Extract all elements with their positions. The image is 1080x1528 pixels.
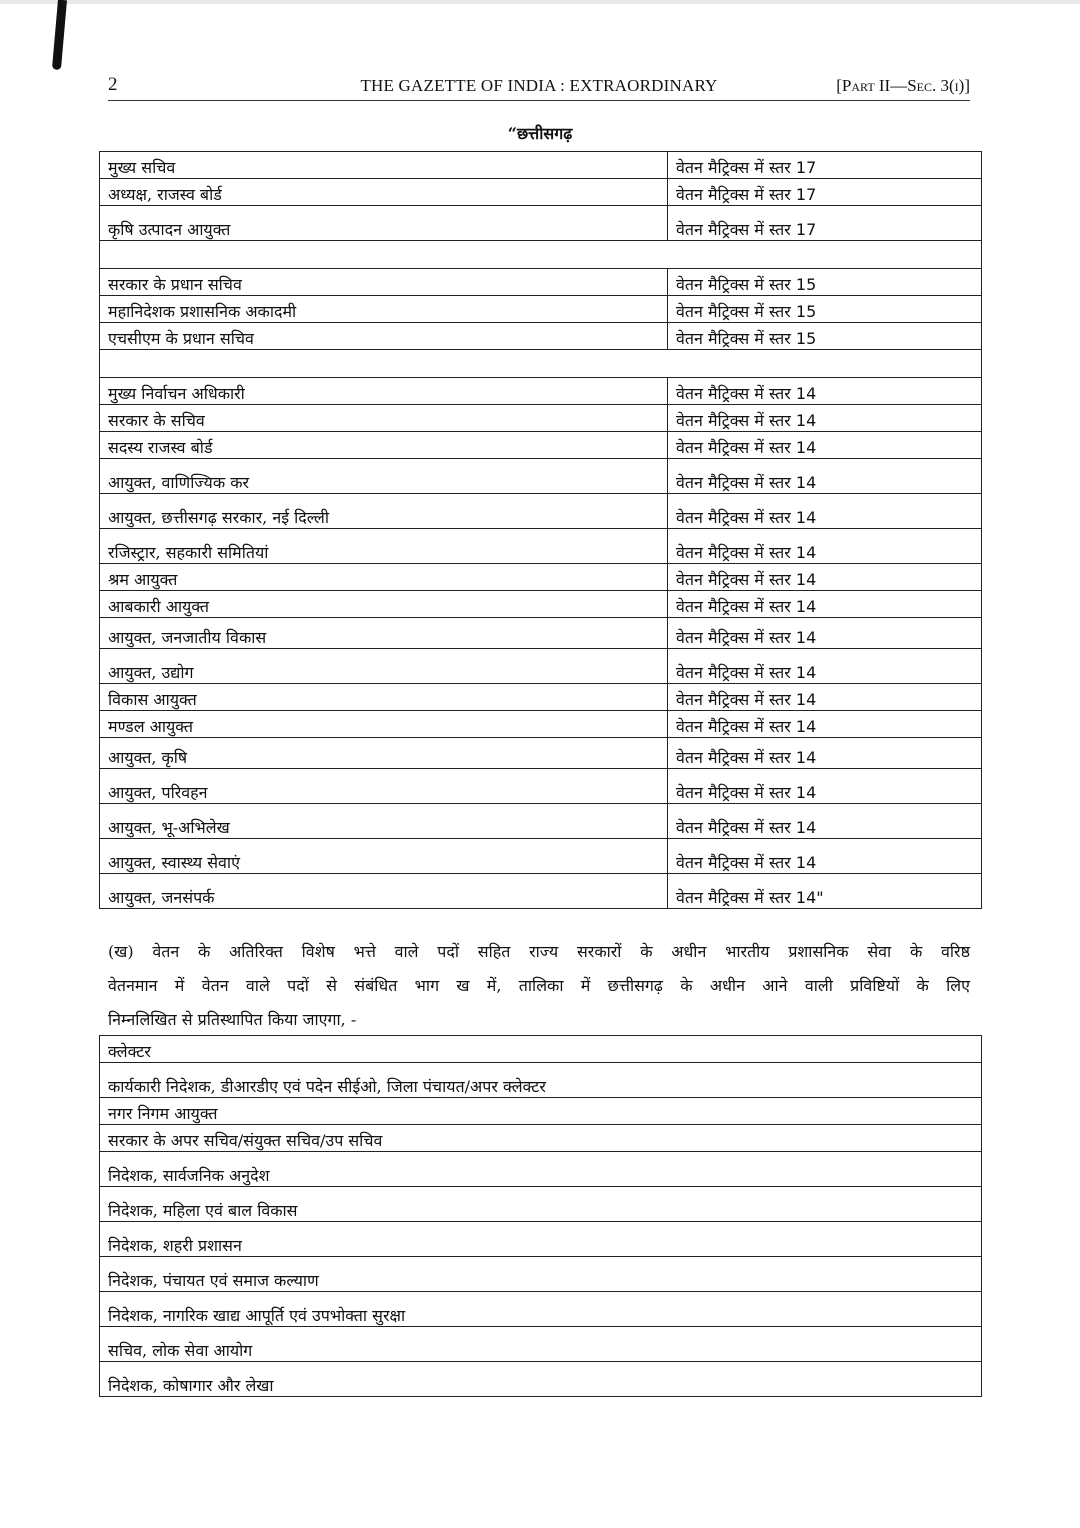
part-section: [Part II—Sec. 3(i)] [836,76,970,95]
pay-cell: वेतन मैट्रिक्स में स्तर 15 [668,269,982,296]
post-cell: आयुक्त, जनसंपर्क [100,874,668,909]
table-row [100,323,982,350]
pay-level-table [99,151,982,909]
post-cell: मण्डल आयुक्त [100,711,668,738]
post-cell: आयुक्त, जनजातीय विकास [100,618,668,649]
pay-cell: वेतन मैट्रिक्स में स्तर 14 [668,618,982,649]
post-cell: निदेशक, शहरी प्रशासन [100,1222,982,1257]
pay-cell: वेतन मैट्रिक्स में स्तर 14 [668,529,982,564]
table-row [100,432,982,459]
table-row [100,206,982,241]
post-cell: मुख्य सचिव [100,152,668,179]
table-row [100,1362,982,1397]
post-cell: आयुक्त, कृषि [100,738,668,769]
table-row [100,269,982,296]
table-row [100,1222,982,1257]
table-row [100,152,982,179]
table-row [100,1098,982,1125]
pay-cell: वेतन मैट्रिक्स में स्तर 17 [668,152,982,179]
table-row [100,618,982,649]
post-cell: निदेशक, कोषागार और लेखा [100,1362,982,1397]
post-cell: मुख्य निर्वाचन अधिकारी [100,378,668,405]
post-cell: एचसीएम के प्रधान सचिव [100,323,668,350]
table-row [100,494,982,529]
pay-cell: वेतन मैट्रिक्स में स्तर 14 [668,564,982,591]
pay-cell: वेतन मैट्रिक्स में स्तर 14" [668,874,982,909]
senior-scale-posts-table [99,1035,982,1397]
post-cell: कार्यकारी निदेशक, डीआरडीए एवं पदेन सीईओ, जिला पंचायत/अपर क्लेक्टर [100,1063,982,1098]
table-row [100,649,982,684]
pay-cell: वेतन मैट्रिक्स में स्तर 14 [668,405,982,432]
table-row [100,1257,982,1292]
table-row [100,378,982,405]
post-cell: सरकार के अपर सचिव/संयुक्त सचिव/उप सचिव [100,1125,982,1152]
post-cell: आयुक्त, वाणिज्यिक कर [100,459,668,494]
post-cell: महानिदेशक प्रशासनिक अकादमी [100,296,668,323]
post-cell: निदेशक, महिला एवं बाल विकास [100,1187,982,1222]
pay-cell: वेतन मैट्रिक्स में स्तर 15 [668,296,982,323]
table-row [100,591,982,618]
post-cell: अध्यक्ष, राजस्व बोर्ड [100,179,668,206]
table-row [100,1327,982,1362]
state-title: “छत्तीसगढ़ [507,124,573,143]
post-cell: कृषि उत्पादन आयुक्त [100,206,668,241]
table-row [100,738,982,769]
table-row [100,296,982,323]
pay-cell: वेतन मैट्रिक्स में स्तर 17 [668,206,982,241]
table-row [100,839,982,874]
blank-cell [100,350,982,378]
table-row [100,179,982,206]
pay-cell: वेतन मैट्रिक्स में स्तर 14 [668,649,982,684]
gazette-title: THE GAZETTE OF INDIA : EXTRAORDINARY [360,76,718,95]
table-row [100,1036,982,1063]
paragraph-line: (ख) वेतन के अतिरिक्त विशेष भत्ते वाले पदों सहित राज्य सरकारों के अधीन भारतीय प्रशासनिक सेवा के वरिष्ठ [108,942,970,961]
table-row [100,1125,982,1152]
pay-cell: वेतन मैट्रिक्स में स्तर 15 [668,323,982,350]
pay-cell: वेतन मैट्रिक्स में स्तर 14 [668,839,982,874]
blank-cell [100,241,982,269]
table-row [100,684,982,711]
post-cell: श्रम आयुक्त [100,564,668,591]
pay-cell: वेतन मैट्रिक्स में स्तर 14 [668,459,982,494]
table-row [100,459,982,494]
post-cell: रजिस्ट्रार, सहकारी समितियां [100,529,668,564]
post-cell: आयुक्त, परिवहन [100,769,668,804]
post-cell: सरकार के सचिव [100,405,668,432]
pay-cell: वेतन मैट्रिक्स में स्तर 14 [668,804,982,839]
post-cell: आबकारी आयुक्त [100,591,668,618]
table-row [100,1063,982,1098]
post-cell: आयुक्त, स्वास्थ्य सेवाएं [100,839,668,874]
blank-row [100,241,982,269]
table-row [100,564,982,591]
pay-cell: वेतन मैट्रिक्स में स्तर 14 [668,769,982,804]
blank-row [100,350,982,378]
table-row [100,529,982,564]
table-row [100,711,982,738]
post-cell: निदेशक, पंचायत एवं समाज कल्याण [100,1257,982,1292]
header-rule [108,100,970,101]
pay-cell: वेतन मैट्रिक्स में स्तर 14 [668,494,982,529]
pay-cell: वेतन मैट्रिक्स में स्तर 17 [668,179,982,206]
post-cell: सदस्य राजस्व बोर्ड [100,432,668,459]
pay-cell: वेतन मैट्रिक्स में स्तर 14 [668,738,982,769]
table-row [100,874,982,909]
table-row [100,1152,982,1187]
substitution-paragraph [108,935,970,1037]
page-number: 2 [108,74,118,95]
pen-mark [52,0,67,70]
paragraph-line: निम्नलिखित से प्रतिस्थापित किया जाएगा, - [108,1010,357,1029]
table-row [100,1292,982,1327]
table-row [100,1187,982,1222]
paragraph-line: वेतनमान में वेतन वाले पदों से संबंधित भाग ख में, तालिका में छत्तीसगढ़ के अधीन आने वाली प्रविष्टियों के लिए [108,976,970,995]
pay-cell: वेतन मैट्रिक्स में स्तर 14 [668,378,982,405]
pay-cell: वेतन मैट्रिक्स में स्तर 14 [668,684,982,711]
pay-cell: वेतन मैट्रिक्स में स्तर 14 [668,591,982,618]
post-cell: सरकार के प्रधान सचिव [100,269,668,296]
top-edge [0,0,1080,4]
pay-cell: वेतन मैट्रिक्स में स्तर 14 [668,711,982,738]
post-cell: निदेशक, नागरिक खाद्य आपूर्ति एवं उपभोक्ता सुरक्षा [100,1292,982,1327]
post-cell: आयुक्त, भू-अभिलेख [100,804,668,839]
table-row [100,769,982,804]
gazette-header [108,74,970,98]
table-row [100,804,982,839]
post-cell: निदेशक, सार्वजनिक अनुदेश [100,1152,982,1187]
post-cell: क्लेक्टर [100,1036,982,1063]
post-cell: विकास आयुक्त [100,684,668,711]
post-cell: नगर निगम आयुक्त [100,1098,982,1125]
table-row [100,405,982,432]
post-cell: आयुक्त, उद्योग [100,649,668,684]
post-cell: आयुक्त, छत्तीसगढ़ सरकार, नई दिल्ली [100,494,668,529]
post-cell: सचिव, लोक सेवा आयोग [100,1327,982,1362]
pay-cell: वेतन मैट्रिक्स में स्तर 14 [668,432,982,459]
